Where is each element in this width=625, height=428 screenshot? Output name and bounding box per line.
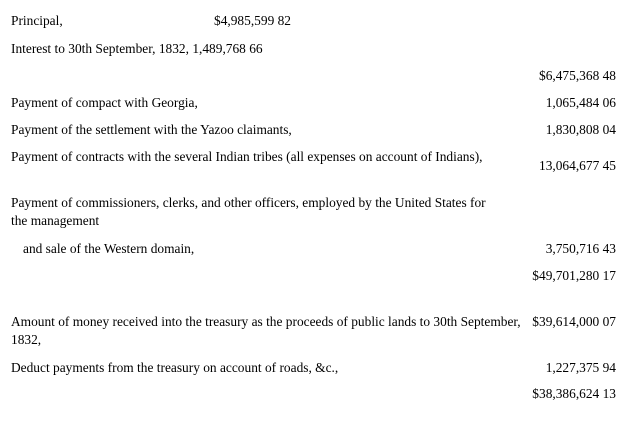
georgia-amount: 1,065,484 06: [545, 95, 616, 110]
yazoo-amount: 1,830,808 04: [545, 122, 616, 137]
roads-amount: 1,227,375 94: [545, 360, 616, 375]
commissioners-label: Payment of commissioners, clerks, and other officers, employed by the United States for the management: [11, 195, 486, 228]
principal-label: Principal,: [11, 13, 63, 28]
interest-line: Interest to 30th September, 1832, 1,489,768 66: [11, 41, 263, 56]
roads-label: Deduct payments from the treasury on account of roads, &c.,: [11, 360, 339, 375]
western-amount: 3,750,716 43: [545, 241, 616, 256]
subtotal-2-amount: $49,701,280 17: [532, 268, 616, 283]
final-total-amount: $38,386,624 13: [532, 386, 616, 401]
principal-amount: $4,985,599 82: [214, 13, 291, 28]
yazoo-label: Payment of the settlement with the Yazoo claimants,: [11, 122, 292, 137]
subtotal-1-amount: $6,475,368 48: [539, 68, 616, 83]
proceeds-amount: $39,614,000 07: [532, 314, 616, 329]
proceeds-label: Amount of money received into the treasury as the proceeds of public lands to 30th September, 1832,: [11, 314, 521, 347]
indian-label: Payment of contracts with the several Indian tribes (all expenses on account of Indians),: [11, 149, 483, 164]
georgia-label: Payment of compact with Georgia,: [11, 95, 198, 110]
indian-amount: 13,064,677 45: [539, 158, 616, 173]
western-label: and sale of the Western domain,: [23, 241, 195, 256]
